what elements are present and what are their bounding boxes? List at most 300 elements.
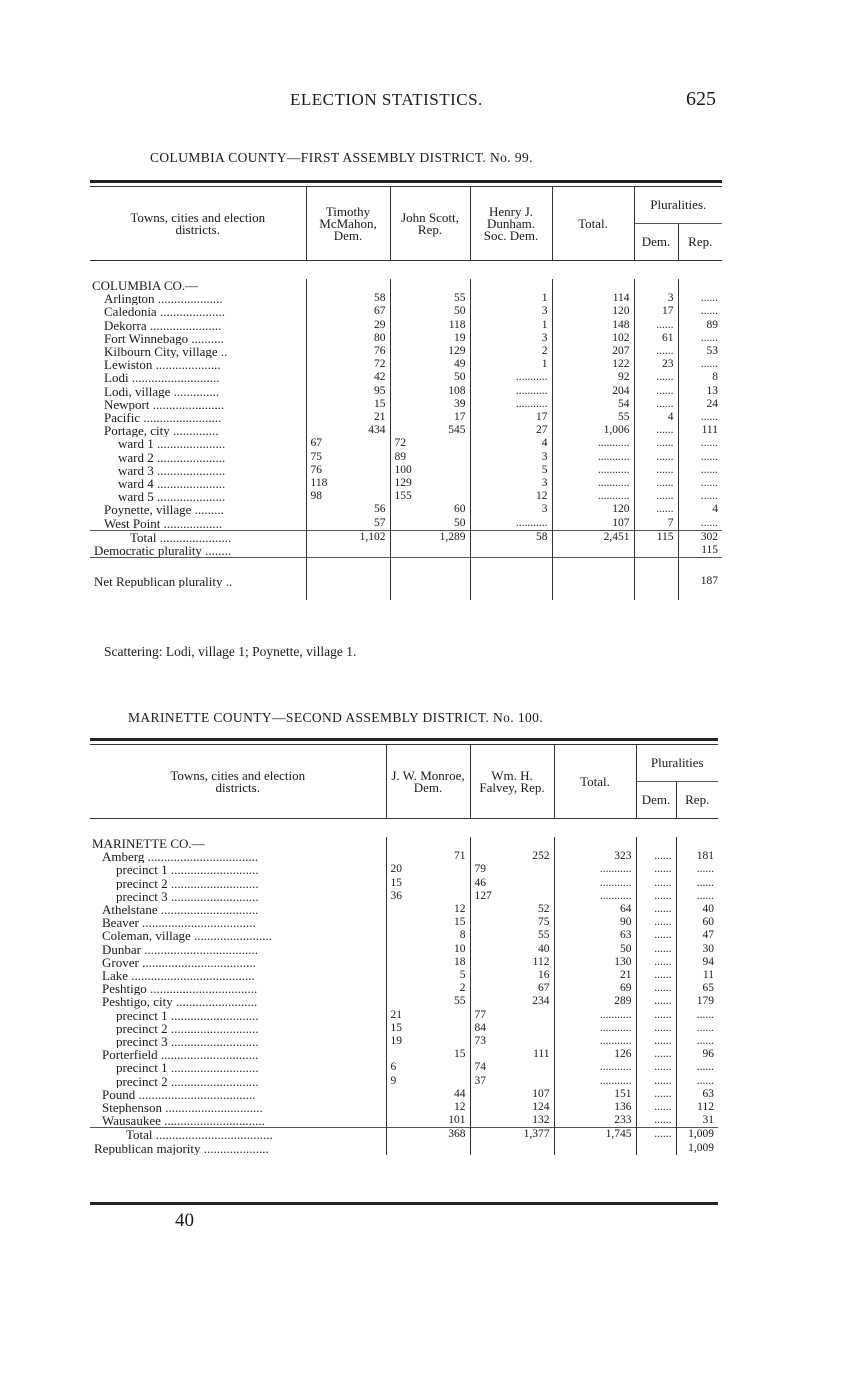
cell-c2a: 129	[390, 477, 430, 490]
cell-c1a: 19	[386, 1035, 428, 1048]
cell-rep: 8	[678, 371, 722, 384]
cell-c2b: 52	[538, 903, 550, 916]
dem-plurality-value: 115	[678, 544, 722, 558]
table-row	[90, 398, 722, 411]
cell-total: 64	[554, 903, 636, 916]
cell-c2a: 77	[470, 1009, 512, 1022]
cell-c1b	[428, 1022, 470, 1035]
cell-c1b: 67	[374, 305, 386, 318]
cell-total: 122	[552, 358, 634, 371]
cell-total: 69	[554, 982, 636, 995]
total-mcmahon: 1,102	[306, 530, 390, 544]
signature-number: 40	[175, 1210, 194, 1231]
cell-rep: ......	[676, 1009, 718, 1022]
cell-c1a: 118	[306, 477, 348, 490]
cell-c1a	[386, 903, 428, 916]
town-name: Pound ....................................	[102, 1087, 256, 1102]
table-row	[90, 837, 718, 850]
cell-c2a	[470, 969, 512, 982]
town-name: Lake ......................................	[102, 969, 255, 983]
cell-dem: ......	[634, 424, 678, 437]
cell-c1a	[386, 982, 428, 995]
total-all: 2,451	[552, 530, 634, 544]
cell-dem: ......	[634, 490, 678, 503]
cell-c2b: 111	[533, 1048, 550, 1061]
cell-total: 1,006	[552, 424, 634, 437]
town-name: Amberg ..................................	[102, 850, 259, 864]
header-dem: Dem.	[634, 224, 678, 261]
cell-total: ...........	[554, 890, 636, 903]
town-name: Dunbar ...................................	[102, 942, 258, 956]
header-scott: John Scott, Rep.	[390, 187, 470, 261]
cell-rep: ......	[678, 464, 722, 477]
town-name: Peshtigo, city .........................	[102, 995, 258, 1009]
cell-c2b: 17	[454, 411, 466, 424]
blank-cell	[470, 558, 552, 589]
town-name: precinct 2 ...........................	[116, 1074, 259, 1088]
cell-c1b: 10	[454, 942, 466, 955]
table-row	[90, 995, 718, 1008]
cell-rep: 60	[676, 916, 718, 929]
table-row	[90, 451, 722, 464]
cell-c2b	[512, 1075, 554, 1088]
cell-rep: 65	[676, 982, 718, 995]
cell-c2a	[390, 332, 430, 345]
town-name: precinct 2 ...........................	[116, 1021, 259, 1036]
cell-c1a	[306, 371, 348, 384]
town-name: Lodi ...........................	[104, 371, 220, 385]
cell-rep: 40	[676, 903, 718, 916]
cell-rep: ......	[678, 411, 722, 424]
cell-c1b: 15	[454, 916, 466, 929]
total-dunham: 58	[470, 530, 552, 544]
cell-c2a: 73	[470, 1035, 512, 1048]
cell-c3: 1	[470, 292, 552, 305]
town-name: ward 2 .....................	[118, 450, 226, 464]
cell-c2b: 55	[538, 929, 550, 942]
cell-total: 21	[554, 969, 636, 982]
table-row	[90, 464, 722, 477]
cell-c2a	[390, 385, 430, 398]
cell-c2a: 155	[390, 490, 430, 503]
cell-total: ...........	[554, 1061, 636, 1074]
header-total: Total.	[554, 745, 636, 819]
cell-dem: ......	[636, 1061, 676, 1074]
cell-total: 102	[552, 332, 634, 345]
header-dunham: Henry J. Dunham. Soc. Dem.	[470, 187, 552, 261]
cell-c1a: 36	[386, 890, 428, 903]
blank-cell	[554, 1142, 636, 1155]
table-row	[90, 477, 722, 490]
cell-dem: ......	[636, 1075, 676, 1088]
cell-c1a	[306, 345, 348, 358]
town-name: Stephenson ..............................	[102, 1101, 263, 1115]
cell-dem: 23	[634, 358, 678, 371]
cell-total: ...........	[552, 464, 634, 477]
blank-cell	[306, 544, 390, 558]
header-towns: Towns, cities and election districts.	[130, 209, 266, 237]
table-row	[90, 943, 718, 956]
cell-c2a	[390, 345, 430, 358]
table-row	[90, 877, 718, 890]
cell-c1b: 434	[368, 424, 386, 437]
net-republican-value: 187	[678, 558, 722, 589]
cell-total: 136	[554, 1101, 636, 1114]
cell-dem: ......	[636, 1009, 676, 1022]
cell-total: ...........	[554, 877, 636, 890]
town-name: precinct 3 ...........................	[116, 1035, 259, 1049]
cell-c2b	[430, 437, 470, 450]
cell-dem: ......	[636, 877, 676, 890]
cell-dem: ......	[634, 345, 678, 358]
table-row	[90, 1009, 718, 1022]
cell-c1b: 21	[374, 411, 386, 424]
cell-c2b: 108	[448, 384, 466, 397]
table-row	[90, 305, 722, 318]
cell-c2b: 50	[454, 305, 466, 318]
cell-dem: ......	[634, 503, 678, 516]
cell-rep: 63	[676, 1088, 718, 1101]
cell-c2a	[470, 956, 512, 969]
header-monroe: J. W. Monroe, Dem.	[386, 745, 470, 819]
cell-rep: ......	[678, 517, 722, 531]
columbia-scattering: Scattering: Lodi, village 1; Poynette, village 1.	[104, 644, 357, 659]
town-name: Portage, city ..............	[104, 424, 219, 438]
marinette-title: MARINETTE COUNTY—SECOND ASSEMBLY DISTRICT. No. 100.	[128, 710, 544, 725]
cell-rep: ......	[676, 890, 718, 903]
cell-dem: ......	[636, 1022, 676, 1035]
cell-rep: ......	[678, 358, 722, 371]
cell-dem: ......	[636, 916, 676, 929]
cell-c2b	[512, 863, 554, 876]
cell-dem: ......	[634, 371, 678, 384]
cell-dem: 7	[634, 517, 678, 531]
header-rep: Rep.	[678, 224, 722, 261]
cell-dem: ......	[636, 1035, 676, 1048]
cell-rep: ......	[676, 1061, 718, 1074]
cell-c3: 4	[470, 437, 552, 450]
table-row	[90, 319, 722, 332]
cell-c2a	[390, 424, 430, 437]
cell-rep: ......	[678, 292, 722, 305]
header-mcmahon: Timothy McMahon, Dem.	[306, 187, 390, 261]
total-falvey: 1,377	[470, 1128, 554, 1142]
cell-dem: ......	[634, 385, 678, 398]
columbia-table	[90, 187, 722, 600]
cell-c1a	[306, 319, 348, 332]
town-name: precinct 1 ...........................	[116, 1061, 259, 1075]
table-row	[90, 411, 722, 424]
cell-c1a	[306, 305, 348, 318]
cell-c2a	[390, 398, 430, 411]
total-label: Total ....................................	[90, 1128, 386, 1142]
table-row	[90, 956, 718, 969]
table-row	[90, 279, 722, 292]
cell-c1a	[386, 956, 428, 969]
cell-c2b: 50	[454, 371, 466, 384]
town-name: precinct 3 ...........................	[116, 889, 259, 904]
blank-cell	[552, 558, 634, 589]
cell-c2b	[512, 1022, 554, 1035]
cell-dem: ......	[636, 943, 676, 956]
town-name: Peshtigo .................................	[102, 982, 258, 996]
table-row	[90, 982, 718, 995]
cell-c1a	[386, 1114, 428, 1128]
cell-dem: 4	[634, 411, 678, 424]
cell-c2a: 74	[470, 1061, 512, 1074]
cell-c2b	[512, 1009, 554, 1022]
cell-rep: ......	[676, 1075, 718, 1088]
cell-c1b: 58	[374, 292, 386, 305]
cell-rep: 111	[678, 424, 722, 437]
cell-c1a: 20	[386, 863, 428, 876]
cell-c1b	[348, 451, 390, 464]
cell-c2a: 79	[470, 863, 512, 876]
cell-c1a: 6	[386, 1061, 428, 1074]
cell-dem: ......	[636, 929, 676, 942]
cell-rep: 96	[676, 1048, 718, 1061]
cell-c1b: 15	[374, 397, 386, 410]
cell-c2b: 107	[532, 1087, 550, 1100]
marinette-top-rule	[90, 738, 718, 741]
cell-dem: ......	[636, 1114, 676, 1128]
cell-c2b: 132	[532, 1114, 550, 1127]
cell-c3: 3	[470, 477, 552, 490]
cell-rep: 24	[678, 398, 722, 411]
cell-c1b	[428, 863, 470, 876]
cell-c2b	[512, 837, 554, 850]
cell-c1b: 56	[374, 503, 386, 516]
cell-c3: ...........	[470, 517, 552, 531]
cell-c3: 3	[470, 332, 552, 345]
cell-c2b	[512, 877, 554, 890]
blank-cell	[552, 544, 634, 558]
cell-c1a	[306, 411, 348, 424]
blank-cell	[306, 558, 390, 589]
dem-plurality-label: Democratic plurality ........	[94, 544, 232, 558]
cell-c1a: 67	[306, 437, 348, 450]
columbia-title: COLUMBIA COUNTY—FIRST ASSEMBLY DISTRICT. No. 99.	[150, 150, 533, 165]
table-bottom-pad	[90, 588, 722, 600]
cell-c2a: 89	[390, 451, 430, 464]
cell-c1b: 42	[374, 371, 386, 384]
cell-total: 120	[552, 305, 634, 318]
cell-c2a	[470, 982, 512, 995]
cell-c3	[470, 279, 552, 292]
cell-c3: 2	[470, 345, 552, 358]
cell-dem: ......	[636, 995, 676, 1008]
cell-c1a: 15	[386, 1022, 428, 1035]
cell-c2b: 124	[532, 1101, 550, 1114]
cell-rep: ......	[676, 1035, 718, 1048]
table-row	[90, 863, 718, 876]
marinette-table	[90, 745, 718, 1155]
table-row	[90, 1048, 718, 1061]
cell-c2a	[390, 292, 430, 305]
blank-cell	[390, 558, 470, 589]
town-name: COLUMBIA CO.—	[92, 279, 199, 293]
cell-c2a: 46	[470, 877, 512, 890]
cell-rep: 53	[678, 345, 722, 358]
cell-total: 50	[554, 943, 636, 956]
town-name: Wausaukee ...............................	[102, 1114, 265, 1128]
cell-c2a: 37	[470, 1075, 512, 1088]
cell-rep: 181	[676, 850, 718, 863]
cell-rep: 47	[676, 929, 718, 942]
table-row	[90, 969, 718, 982]
town-name: Kilbourn City, village ..	[104, 345, 228, 359]
cell-c2a	[470, 903, 512, 916]
table-row	[90, 903, 718, 916]
cell-c1b: 72	[374, 358, 386, 371]
cell-c1a: 15	[386, 877, 428, 890]
cell-dem: ......	[634, 477, 678, 490]
cell-c1a: 21	[386, 1009, 428, 1022]
cell-c2a	[470, 1101, 512, 1114]
cell-c3: 12	[470, 490, 552, 503]
table-row	[90, 1088, 718, 1101]
cell-c2b: 49	[454, 358, 466, 371]
table-row	[90, 345, 722, 358]
cell-total: ...........	[552, 451, 634, 464]
cell-c2b: 234	[532, 995, 550, 1008]
cell-c1b: 55	[454, 995, 466, 1008]
cell-c1a	[386, 1088, 428, 1101]
cell-c3: 1	[470, 319, 552, 332]
cell-dem: ......	[636, 1101, 676, 1114]
town-name: West Point ..................	[104, 516, 223, 531]
header-pluralities: Pluralities	[636, 745, 718, 782]
table-row	[90, 1114, 718, 1128]
cell-c2a	[390, 517, 430, 531]
cell-c1a	[306, 517, 348, 531]
cell-c2b: 129	[448, 345, 466, 358]
cell-c1a	[386, 1048, 428, 1061]
cell-c1b	[428, 1075, 470, 1088]
cell-c1a	[306, 385, 348, 398]
total-row	[90, 530, 722, 544]
cell-total: 130	[554, 956, 636, 969]
total-all: 1,745	[554, 1128, 636, 1142]
cell-rep: 11	[676, 969, 718, 982]
cell-total: 92	[552, 371, 634, 384]
cell-c2b: 55	[454, 292, 466, 305]
town-name: ward 1 .....................	[118, 437, 226, 451]
cell-c1a: 98	[306, 490, 348, 503]
blank-cell	[634, 544, 678, 558]
cell-c2b	[430, 451, 470, 464]
cell-c2a	[470, 1048, 512, 1061]
cell-total: 107	[552, 517, 634, 531]
cell-total: ...........	[554, 1035, 636, 1048]
republican-majority-label: Republican majority ....................	[94, 1141, 269, 1155]
cell-c2a: 72	[390, 437, 430, 450]
cell-c1b: 5	[459, 969, 466, 982]
cell-c2b: 40	[538, 942, 550, 955]
cell-c2a	[470, 1088, 512, 1101]
table-row	[90, 424, 722, 437]
town-name: ward 4 .....................	[118, 477, 226, 491]
header-towns: Towns, cities and election districts.	[170, 767, 306, 795]
table-row	[90, 1101, 718, 1114]
cell-dem: ......	[634, 398, 678, 411]
cell-total: ...........	[554, 1022, 636, 1035]
cell-dem: 61	[634, 332, 678, 345]
cell-dem: ......	[636, 982, 676, 995]
blank-cell	[390, 544, 470, 558]
cell-total: 114	[552, 292, 634, 305]
table-row	[90, 371, 722, 384]
cell-c1a	[386, 916, 428, 929]
cell-c1b: 8	[459, 929, 466, 942]
cell-dem: ......	[634, 464, 678, 477]
cell-total: 148	[552, 319, 634, 332]
cell-rep: ......	[676, 863, 718, 876]
total-dem: ......	[636, 1128, 676, 1142]
cell-c2a: 100	[390, 464, 430, 477]
town-name: ward 5 .....................	[118, 490, 226, 504]
cell-dem: ......	[636, 850, 676, 863]
table-row	[90, 503, 722, 516]
cell-dem: ......	[636, 890, 676, 903]
cell-c2b	[430, 477, 470, 490]
cell-c3: 3	[470, 451, 552, 464]
cell-c1b	[428, 877, 470, 890]
table-row	[90, 1035, 718, 1048]
cell-c1a: 9	[386, 1075, 428, 1088]
cell-c1b	[428, 1009, 470, 1022]
table-row	[90, 916, 718, 929]
cell-total: ...........	[554, 1075, 636, 1088]
cell-c1b	[348, 279, 390, 292]
total-row	[90, 1128, 718, 1142]
cell-rep: 112	[676, 1101, 718, 1114]
cell-c2a	[390, 279, 430, 292]
cell-dem: ......	[636, 1088, 676, 1101]
cell-total: 323	[554, 850, 636, 863]
cell-c1a	[386, 929, 428, 942]
cell-c2a: 127	[470, 890, 512, 903]
town-name: Athelstane ..............................	[102, 903, 259, 917]
cell-c1b	[428, 837, 470, 850]
cell-rep: ......	[676, 877, 718, 890]
cell-total: 126	[554, 1048, 636, 1061]
cell-rep: 4	[678, 503, 722, 516]
header-pluralities: Pluralities.	[634, 187, 722, 224]
cell-c1b	[428, 890, 470, 903]
town-name: Dekorra ......................	[104, 318, 222, 332]
cell-total: ...........	[552, 477, 634, 490]
cell-c1b: 12	[454, 903, 466, 916]
cell-dem: ......	[636, 969, 676, 982]
cell-c1a	[306, 358, 348, 371]
blank-cell	[470, 544, 552, 558]
town-name: Newport ......................	[104, 397, 225, 412]
total-rep: 1,009	[676, 1128, 718, 1142]
cell-c2b: 118	[448, 318, 466, 331]
table-row	[90, 437, 722, 450]
cell-c1b: 44	[454, 1087, 466, 1100]
total-scott: 1,289	[390, 530, 470, 544]
cell-c2b	[430, 464, 470, 477]
table-row	[90, 490, 722, 503]
cell-c2b: 39	[454, 397, 466, 410]
cell-total: ...........	[554, 863, 636, 876]
cell-c3: 5	[470, 464, 552, 477]
cell-rep: ......	[678, 477, 722, 490]
cell-c2b	[512, 890, 554, 903]
cell-c1b	[428, 1061, 470, 1074]
